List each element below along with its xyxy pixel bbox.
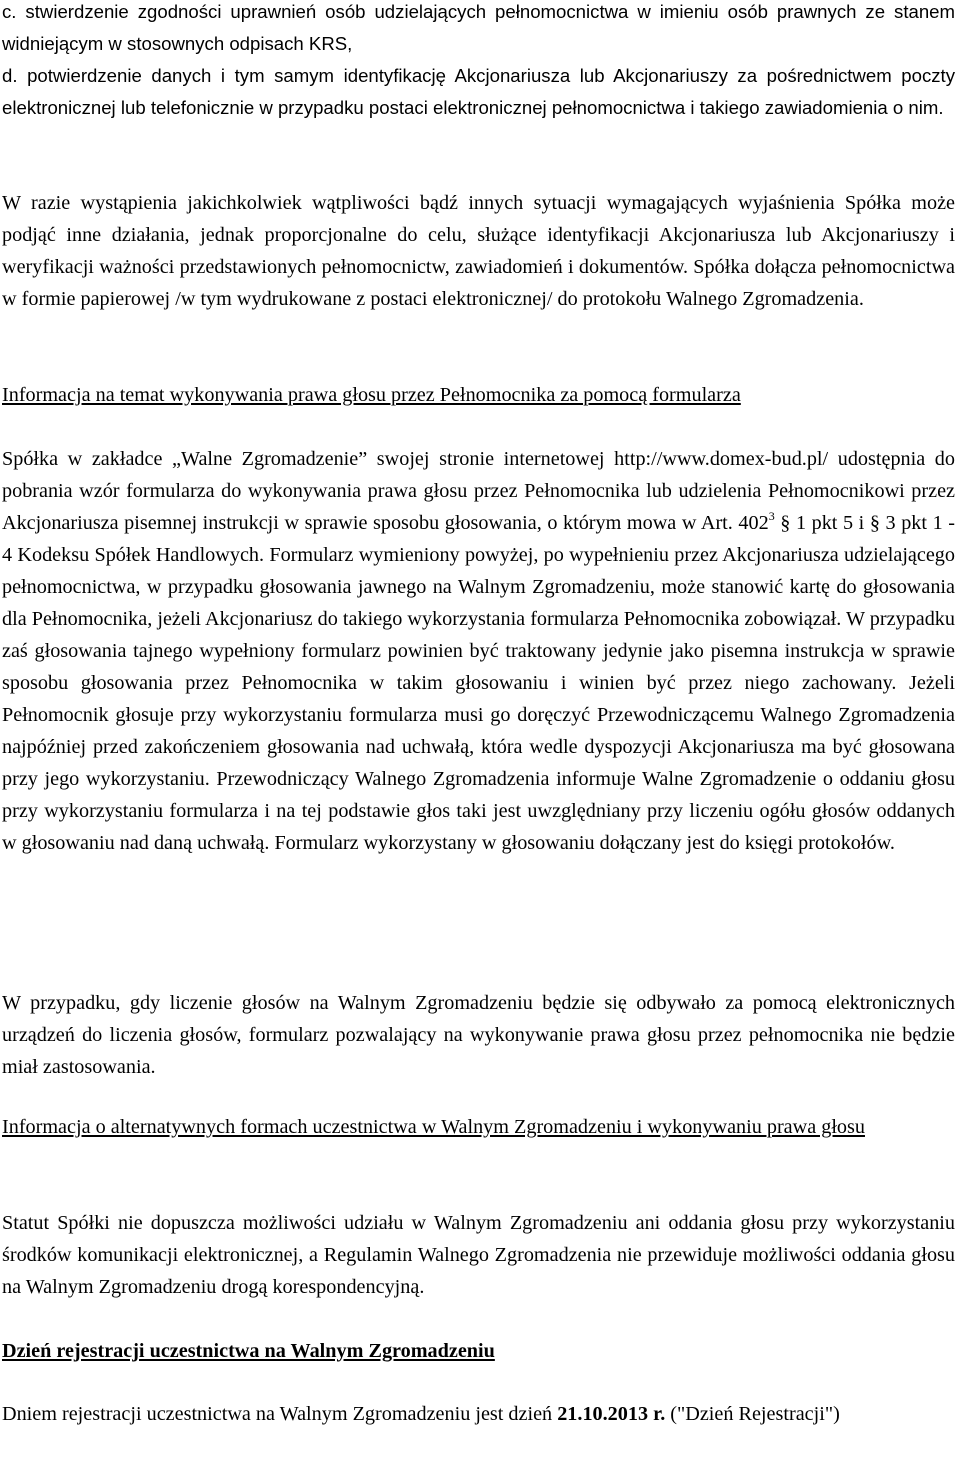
alt-section-heading-text: Informacja o alternatywnych formach uczestnictwa w Walnym Zgromadzeniu i wykonywaniu prawa głosu	[2, 1116, 865, 1138]
form-section-paragraph-2-text: W przypadku, gdy liczenie głosów na Walnym Zgromadzeniu będzie się odbywało za pomocą elektronicznych urządzeń do liczenia głosów, formularz pozwalający na wykonywanie prawa głosu przez pełnomocnika nie będzie miał zastosowania.	[2, 992, 955, 1078]
doubts-paragraph-text: W razie wystąpienia jakichkolwiek wątpliwości bądź innych sytuacji wymagających wyjaśnienia Spółka może podjąć inne działania, jednak proporcjonalne do celu, służące identyfikacji Akcjonariusza lub Akcjonariuszy i weryfikacji ważności przedstawionych pełnomocnictw, zawiadomień i dokumentów. Spółka dołącza pełnomocnictwa w formie papierowej /w tym wydrukowane z postaci elektronicznej/ do protokołu Walnego Zgromadzenia.	[2, 192, 955, 310]
alt-section-paragraph-text: Statut Spółki nie dopuszcza możliwości udziału w Walnym Zgromadzeniu ani oddania głosu przy wykorzystaniu środków komunikacji elektronicznej, a Regulamin Walnego Zgromadzenia nie przewiduje możliwości oddania głosu na Walnym Zgromadzeniu drogą korespondencyjną.	[2, 1212, 955, 1298]
form-section-paragraph-1	[2, 443, 955, 859]
form-p1-part-2: § 1 pkt 5 i § 3 pkt 1 - 4 Kodeksu Spółek Handlowych. Formularz wymieniony powyżej, po wypełnieniu przez Akcjonariusza udzielającego pełnomocnictwa, w przypadku głosowania jawnego na Walnym Zgromadzeniu, może stanowić kartę do głosowania dla Pełnomocnika, jeżeli Akcjonariusz do takiego wykorzystania formularza Pełnomocnika zobowiązał. W przypadku zaś głosowania tajnego wypełniony formularz powinien być traktowany jedynie jako pisemna instrukcja w sprawie sposobu głosowania przez Pełnomocnika w takim głosowaniu i winien być przez niego zachowany. Jeżeli Pełnomocnik głosuje przy wykorzystaniu formularza musi go doręczyć Przewodniczącemu Walnego Zgromadzenia najpóźniej przed zakończeniem głosowania nad uchwałą, która wedle dyspozycji Akcjonariusza ma być głosowana przy jego wykorzystaniu. Przewodniczący Walnego Zgromadzenia informuje Walne Zgromadzenie o oddaniu głosu przy wykorzystaniu formularza i na tej podstawie głos taki jest uwzględniany przy liczeniu ogółu głosów oddanych w głosowaniu nad daną uchwałą. Formularz wykorzystany w głosowaniu dołączany jest do księgi protokołów.	[2, 512, 955, 854]
form-section-paragraph-1-text	[2, 443, 955, 859]
form-section-paragraph-2	[2, 987, 955, 1083]
registration-date: 21.10.2013 r.	[557, 1403, 666, 1425]
list-item-c-text: c. stwierdzenie zgodności uprawnień osób udzielających pełnomocnictwa w imieniu osób prawnych ze stanem widniejącym w stosownych odpisach KRS,	[2, 1, 955, 54]
alt-section-heading	[2, 1111, 955, 1143]
list-item-d-text: d. potwierdzenie danych i tym samym identyfikację Akcjonariusza lub Akcjonariuszy za pośrednictwem poczty elektronicznej lub telefonicznie w przypadku postaci elektronicznej pełnomocnictwa i takiego zawiadomienia o nim.	[2, 65, 955, 118]
registration-text-after: ("Dzień Rejestracji")	[665, 1403, 840, 1425]
registration-text-before: Dniem rejestracji uczestnictwa na Walnym Zgromadzeniu jest dzień	[2, 1403, 558, 1425]
form-section-heading-text: Informacja na temat wykonywania prawa głosu przez Pełnomocnika za pomocą formularza	[2, 384, 741, 406]
registration-section-heading-text: Dzień rejestracji uczestnictwa na Walnym Zgromadzeniu	[2, 1340, 495, 1362]
form-section-heading	[2, 379, 955, 411]
form-p1-part-1: Spółka w zakładce „Walne Zgromadzenie” swojej stronie internetowej http://www.domex-bud.pl/ udostępnia do pobrania wzór formularza do wykonywania prawa głosu przez Pełnomocnika lub udzielenia Pełnomocnikowi przez Akcjonariusza pisemnej instrukcji w sprawie sposobu głosowania, o którym mowa w Art. 402	[2, 448, 955, 534]
alt-section-paragraph	[2, 1207, 955, 1303]
doubts-paragraph	[2, 187, 955, 315]
article-superscript: 3	[768, 509, 775, 523]
registration-section-heading	[2, 1335, 955, 1367]
list-item-c	[2, 0, 955, 60]
registration-paragraph	[2, 1398, 955, 1430]
list-item-d	[2, 60, 955, 124]
registration-paragraph-text	[2, 1398, 955, 1430]
